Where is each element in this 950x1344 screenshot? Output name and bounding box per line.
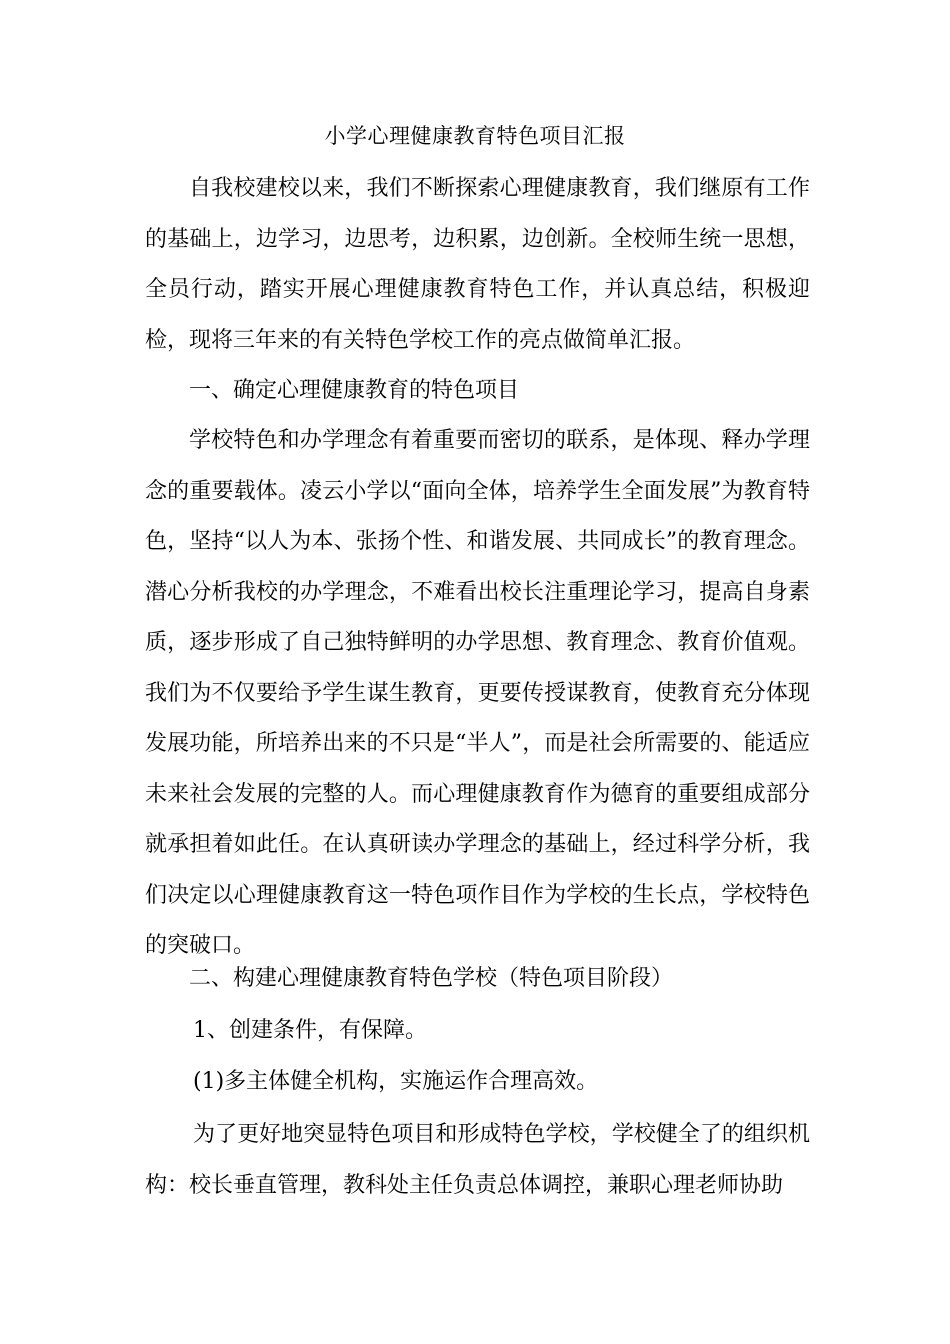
organization-paragraph: 为了更好地突显特色项目和形成特色学校，学校健全了的组织机构：校长垂直管理，教科处主任负责总体调控，兼职心理老师协助	[145, 1122, 810, 1198]
subheading-create-conditions: 1、创建条件，有保障。	[193, 1018, 427, 1043]
intro-paragraph: 自我校建校以来，我们不断探索心理健康教育，我们继原有工作的基础上，边学习，边思考，边积累，边创新。全校师生统一思想，全员行动，踏实开展心理健康教育特色工作，并认真总结，积极迎检，现将三年来的有关特色学校工作的亮点做简单汇报。	[145, 176, 810, 353]
section-heading-one: 一、确定心理健康教育的特色项目	[189, 378, 520, 403]
document-title: 小学心理健康教育特色项目汇报	[324, 124, 626, 148]
section-heading-two: 二、构建心理健康教育特色学校（特色项目阶段）	[189, 966, 674, 991]
subheading-organization: (1)多主体健全机构，实施运作合理高效。	[193, 1069, 599, 1094]
section-one-paragraph: 学校特色和办学理念有着重要而密切的联系，是体现、释办学理念的重要载体。凌云小学以“面向全体，培养学生全面发展”为教育特色，坚持“以人为本、张扬个性、和谐发展、共同成长”的教育理念。潜心分析我校的办学理念，不难看出校长注重理论学习，提高自身素质，逐步形成了自己独特鲜明的办学思想、教育理念、教育价值观。我们为不仅要给予学生谋生教育，更要传授谋教育，使教育充分体现发展功能，所培养出来的不只是“半人”，而是社会所需要的、能适应未来社会发展的完整的人。而心理健康教育作为德育的重要组成部分就承担着如此任。在认真研读办学理念的基础上，经过科学分析，我们决定以心理健康教育这一特色项作目作为学校的生长点，学校特色的突破口。	[145, 428, 810, 958]
